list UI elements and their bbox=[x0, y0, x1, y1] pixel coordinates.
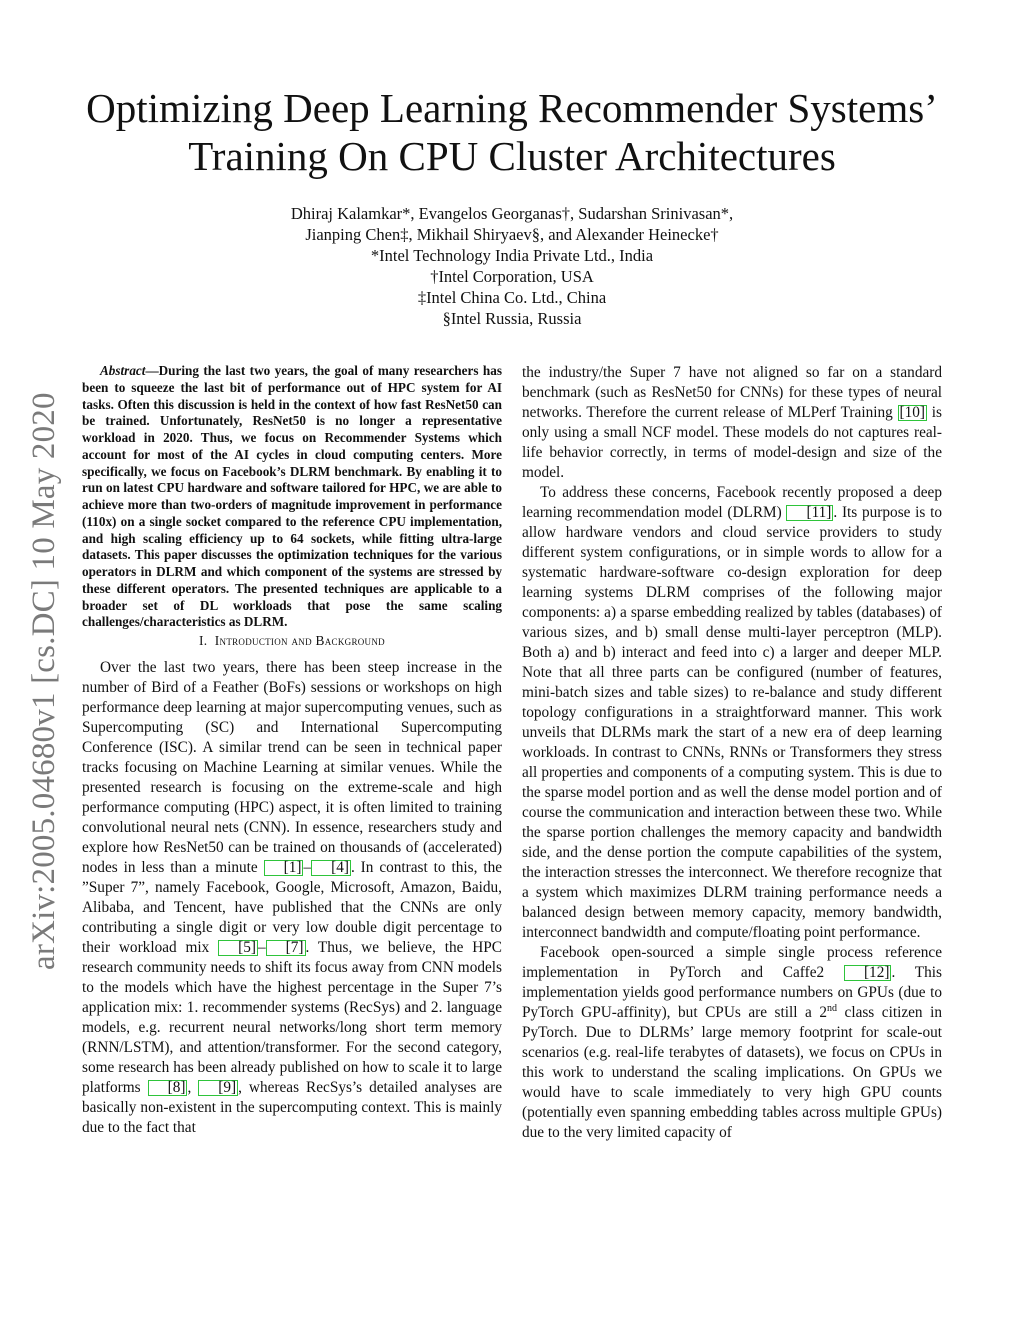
right-column bbox=[522, 363, 942, 1143]
superscript: nd bbox=[827, 1002, 837, 1014]
affiliation-intel-china: ‡Intel China Co. Ltd., China bbox=[417, 288, 607, 307]
text-run: class citizen in PyTorch. Due to DLRMs’ large memory footprint for scale-out scenarios (e.g. real-life terabytes of datasets), we focus on CPUs in this work to understand the scaling implications. On GPUs we would have to scale immediately to very high GPU counts (potentially even spanning embedding tables across multiple GPUs) due to the very limited capacity of bbox=[522, 1004, 942, 1141]
title-line-2: Training On CPU Cluster Architectures bbox=[188, 133, 836, 179]
citation-link[interactable]: [5] bbox=[218, 940, 258, 956]
intro-paragraph bbox=[82, 658, 502, 1138]
citation-link[interactable]: [11] bbox=[786, 505, 833, 521]
text-run: – bbox=[258, 939, 266, 956]
section-number: I. bbox=[199, 633, 208, 648]
author-line-1: Dhiraj Kalamkar*, Evangelos Georganas†, Sudarshan Srinivasan*, bbox=[290, 204, 734, 223]
text-run: is only using a small NCF model. These models do not captures real-life behavior correctly, in terms of model-design and size of the model. bbox=[522, 404, 942, 481]
abstract bbox=[82, 363, 502, 631]
text-run: the industry/the Super 7 have not aligned so far on a standard benchmark (such as ResNet50 for CNNs) for these types of neural networks. Therefore the current release of MLPerf Training bbox=[522, 364, 942, 421]
affiliation-intel-india: *Intel Technology India Private Ltd., India bbox=[370, 246, 654, 265]
paper-title bbox=[60, 84, 964, 180]
abstract-label: Abstract bbox=[100, 363, 146, 378]
body-paragraph bbox=[522, 483, 942, 943]
text-run: , whereas RecSys’s detailed analyses are basically non-existent in the supercomputing context. This is mainly due to the fact that bbox=[82, 1079, 502, 1136]
affiliation-intel-usa: †Intel Corporation, USA bbox=[430, 267, 594, 286]
author-line-2: Jianping Chen‡, Mikhail Shiryaev§, and Alexander Heinecke† bbox=[305, 225, 719, 244]
text-run: . This implementation yields good performance numbers on GPUs (due to PyTorch GPU-affinity), but CPUs are still a 2 bbox=[522, 964, 942, 1021]
text-run: , bbox=[187, 1079, 199, 1096]
text-run: Facebook open-sourced a simple single process reference implementation in PyTorch and Caffe2 bbox=[522, 944, 942, 981]
citation-link[interactable]: [8] bbox=[148, 1080, 188, 1096]
citation-link[interactable]: [10] bbox=[899, 404, 926, 421]
citation-link[interactable]: [1] bbox=[264, 860, 304, 876]
body-paragraph bbox=[522, 943, 942, 1143]
section-heading-intro bbox=[82, 631, 502, 651]
text-run: . In contrast to this, the ”Super 7”, namely Facebook, Google, Microsoft, Amazon, Baidu, Alibaba, and Tencent, have published that the CNNs are only contributing a single digit or very low double digit percentage to their workload mix bbox=[82, 859, 503, 956]
abstract-dash: — bbox=[145, 363, 159, 378]
affiliation-intel-russia: §Intel Russia, Russia bbox=[442, 309, 582, 328]
citation-link[interactable]: [12] bbox=[844, 965, 892, 981]
citation-link[interactable]: [4] bbox=[311, 860, 351, 876]
citation-link[interactable]: [9] bbox=[198, 1080, 238, 1096]
text-run: . Thus, we believe, the HPC research community needs to shift its focus away from CNN models to the models which have the highest percentage in the Super 7’s application mix: 1. recommender systems (RecSys) and 2. language models, e.g. recurrent neural networks/long short term memory (RNN/LSTM), and attention/transformer. For the second category, some research has been already published on how to scale it to large platforms bbox=[82, 939, 503, 1096]
left-column bbox=[82, 363, 502, 1138]
abstract-text: During the last two years, the goal of many researchers has been to squeeze the last bit of performance out of HPC system for AI tasks. Often this discussion is held in the context of how fast ResNet50 can be trained. Unfortunately, ResNet50 is no longer a representative workload in 2020. Thus, we focus on Recommender Systems which account for most of the AI cycles in cloud computing centers. More specifically, we focus on Facebook’s DLRM benchmark. By enabling it to run on latest CPU hardware and software tailored for HPC, we are able to achieve more than two-orders of magnitude improvement in performance (110x) on a single socket compared to the reference CPU implementation, and high scaling efficiency up to 64 sockets, while fitting ultra-large datasets. This paper discusses the optimization techniques for the various operators in DLRM and which component of the systems are stressed by these different operators. The presented techniques are applicable to a broader set of DL workloads that pose the same scaling challenges/characteristics as DLRM. bbox=[82, 363, 502, 630]
text-run: To address these concerns, Facebook recently proposed a deep learning recommendation model (DLRM) bbox=[522, 484, 942, 521]
text-run: . Its purpose is to allow hardware vendors and cloud service providers to study different system configurations, or in simple words to allow for a systematic hardware-software co-design exploration for deep learning systems DLRM comprises of the following major components: a) a sparse embedding realized by tables (databases) of various sizes, and b) small dense multi-layer perceptron (MLP). Both a) and b) interact and feed into c) a larger and deeper MLP. Note that all three parts can be configured (number of features, mini-batch sizes and table sizes) to re-balance and study different topology configurations in a straightforward manner. This work unveils that DLRMs mark the start of a new era of deep learning workloads. In contrast to CNNs, RNNs or Transformers they stress all properties and components of a computing system. This is due to the sparse model portion and as well the dense model portion and of course the communication and interaction between these two. While the sparse portion challenges the memory capacity and bandwidth side, and the dense portion the compute capabilities of the system, the interaction stresses the interconnect. We therefore recognize that a system which maximizes DLRM training performance needs a balanced design between memory capacity, memory bandwidth, interconnect bandwidth and compute/floating point performance. bbox=[522, 504, 943, 941]
text-run: – bbox=[303, 859, 312, 876]
citation-link[interactable]: [7] bbox=[266, 940, 306, 956]
text-run: Over the last two years, there has been steep increase in the number of Bird of a Feather (BoFs) sessions or workshops on high performance deep learning at major supercomputing venues, such as Supercomputing (SC) and International Supercomputing Conference (ISC). A similar trend can be seen in technical paper tracks focusing on Machine Learning at similar venues. While the presented research is focusing on the extreme-scale and high performance computing (HPC) aspect, it is often limited to training convolutional neural nets (CNN). In essence, researchers study and explore how ResNet50 can be trained on thousands of (accelerated) nodes in less than a minute bbox=[82, 659, 502, 876]
body-paragraph bbox=[522, 363, 942, 483]
section-title: Introduction and Background bbox=[214, 633, 385, 648]
author-block bbox=[0, 203, 1024, 329]
title-line-1: Optimizing Deep Learning Recommender Systems’ bbox=[86, 85, 938, 131]
arxiv-identifier: arXiv:2005.04680v1 [cs.DC] 10 May 2020 bbox=[26, 392, 62, 970]
